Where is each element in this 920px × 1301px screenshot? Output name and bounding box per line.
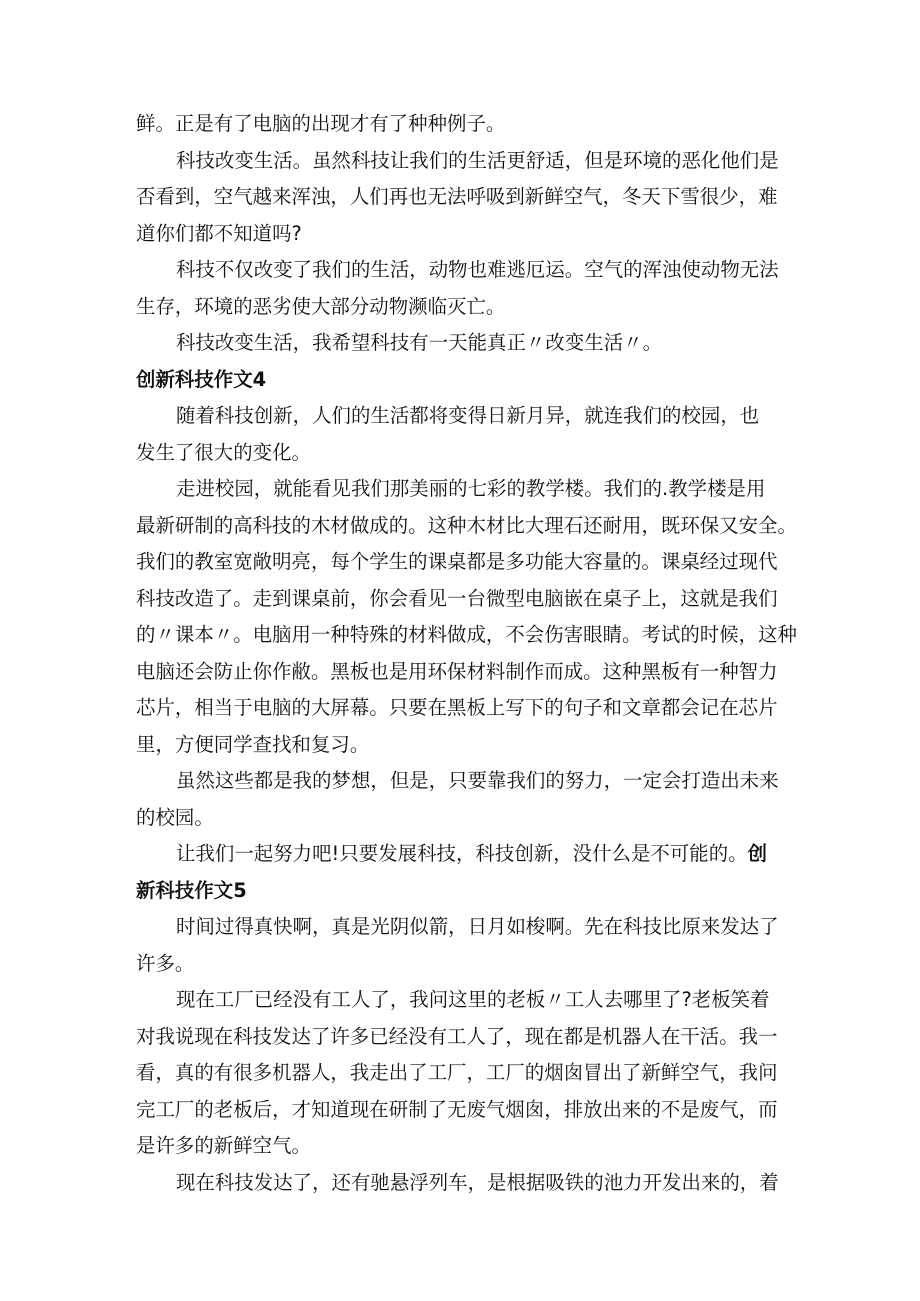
body-line: 科技改造了。走到课桌前，你会看见一台微型电脑嵌在桌子上，这就是我们 [136,586,778,610]
body-line: 科技不仅改变了我们的生活，动物也难逃厄运。空气的浑浊使动物无法 [176,258,779,281]
body-line: 完工厂的老板后，才知道现在研制了无废气烟囱，排放出来的不是废气，而 [136,1097,778,1121]
body-line: 电脑还会防止你作敝。黑板也是用环保材料制作而成。这种黑板有一种智力 [136,659,778,683]
body-line: 芯片，相当于电脑的大屏幕。只要在黑板上写下的句子和文章都会记在芯片 [136,696,778,719]
body-line: 现在科技发达了，还有驰悬浮列车，是根据吸铁的池力开发出来的，着 [176,1170,779,1194]
section-heading: 创新科技作文4 [136,367,267,391]
section-heading-start: 创 [747,842,768,865]
body-line: 现在工厂已经没有工人了，我问这里的老板〃工人去哪里了?老板笑着 [176,988,770,1011]
body-line: 生存，环境的恶劣使大部分动物濒临灭亡。 [136,294,506,318]
body-line: 看，真的有很多机器人，我走出了工厂，工厂的烟囱冒出了新鲜空气，我问 [136,1061,778,1084]
body-line: 里，方便同学查找和复习。 [136,732,370,756]
body-line: 的校园。 [136,805,214,829]
section-heading: 新科技作文5 [136,878,247,902]
body-line: 的〃课本〃。电脑用一种特殊的材料做成，不会伤害眼睛。考试的时候，这种 [136,623,797,646]
body-line: 否看到，空气越来浑浊，人们再也无法呼吸到新鲜空气，冬天下雪很少，难 [136,185,778,208]
body-line: 虽然这些都是我的梦想，但是，只要靠我们的努力，一定会打造出未来 [176,769,779,792]
body-line: 走进校园，就能看见我们那美丽的七彩的教学楼。我们的.教学楼是用 [176,477,766,500]
body-text: 让我们一起努力吧!只要发展科技，科技创新，没什么是不可能的。 [176,842,748,865]
body-line: 许多。 [136,951,195,975]
body-line: 时间过得真快啊，真是光阴似箭，日月如梭啊。先在科技比原来发达了 [176,915,779,938]
body-line: 我们的教室宽敞明亮，每个学生的课桌都是多功能大容量的。课桌经过现代 [136,550,778,573]
body-line: 对我说现在科技发达了许多已经没有工人了，现在都是机器人在干活。我一 [136,1024,778,1048]
body-line: 道你们都不知道吗? [136,221,302,245]
body-line-with-heading-start [136,836,795,873]
body-line: 是许多的新鲜空气。 [136,1134,311,1157]
body-line: 科技改变生活。虽然科技让我们的生活更舒适，但是环境的恶化他们是 [176,148,779,172]
body-line: 发生了很大的变化。 [136,440,311,464]
body-line: 最新研制的高科技的木材做成的。这种木材比大理石还耐用，既环保又安全。 [136,513,797,537]
body-line: 鲜。正是有了电脑的出现才有了种种例子。 [136,112,506,135]
body-line: 科技改变生活，我希望科技有一天能真正〃改变生活〃。 [176,331,663,354]
body-line: 随着科技创新，人们的生活都将变得日新月异，就连我们的校园，也 [176,404,760,427]
